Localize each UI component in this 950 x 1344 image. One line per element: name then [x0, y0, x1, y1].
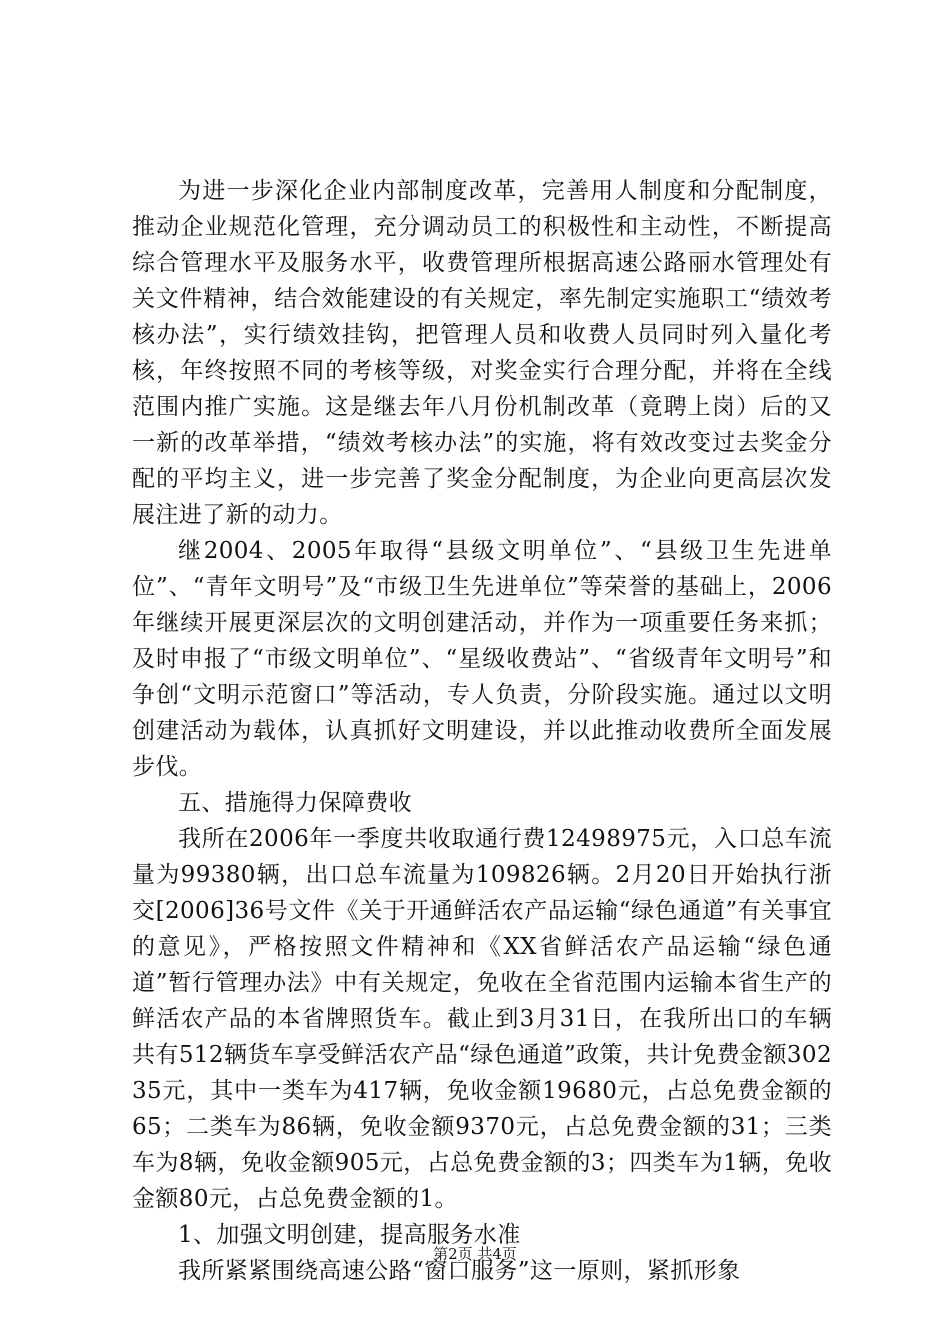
- paragraph-performance-reform: 为进一步深化企业内部制度改革，完善用人制度和分配制度，推动企业规范化管理，充分调动员工的积极性和主动性，不断提高综合管理水平及服务水平，收费管理所根据高速公路丽水管理处有关文件精神，结合效能建设的有关规定，率先制定实施职工“绩效考核办法”，实行绩效挂钩，把管理人员和收费人员同时列入量化考核，年终按照不同的考核等级，对奖金实行合理分配，并将在全线范围内推广实施。这是继去年八月份机制改革（竟聘上岗）后的又一新的改革举措，“绩效考核办法”的实施，将有效改变过去奖金分配的平均主义，进一步完善了奖金分配制度，为企业向更高层次发展注进了新的动力。: [132, 178, 832, 528]
- subsection-heading-one: 1、加强文明创建，提高服务水准: [178, 1222, 521, 1248]
- paragraph-toll-collection: 我所在2006年一季度共收取通行费12498975元，入口总车流量为99380辆，出口总车流量为109826辆。2月20日开始执行浙交[2006]36号文件《关于开通鲜活农产品运输“绿色通道”有关事宜的意见》，严格按照文件精神和《XX省鲜活农产品运输“绿色通道”暂行管理办法》中有关规定，免收在全省范围内运输本省生产的鲜活农产品的本省牌照货车。截止到3月31日，在我所出口的车辆共有512辆货车享受鲜活农产品“绿色通道”政策，共计免费金额30235元，其中一类车为417辆，免收金额19680元，占总免费金额的65；二类车为86辆，免收金额9370元，占总免费金额的31；三类车为8辆，免收金额905元，占总免费金额的3；四类车为1辆，免收金额80元，占总免费金额的1。: [132, 826, 832, 1212]
- document-body: [132, 173, 832, 1289]
- paragraph-civilization-building: 继2004、2005年取得“县级文明单位”、“县级卫生先进单位”、“青年文明号”及“市级卫生先进单位”等荣誉的基础上，2006年继续开展更深层次的文明创建活动，并作为一项重要任务来抓；及时申报了“市级文明单位”、“星级收费站”、“省级青年文明号”和争创“文明示范窗口”等活动，专人负责，分阶段实施。通过以文明创建活动为载体，认真抓好文明建设，并以此推动收费所全面发展步伐。: [132, 538, 832, 780]
- page-number-footer: 第2页 共4页: [433, 1245, 517, 1263]
- section-heading-five: 五、措施得力保障费收: [178, 790, 412, 816]
- paragraph-window-service: 我所紧紧围绕高速公路“窗口服务”这一原则，紧抓形象: [178, 1258, 741, 1284]
